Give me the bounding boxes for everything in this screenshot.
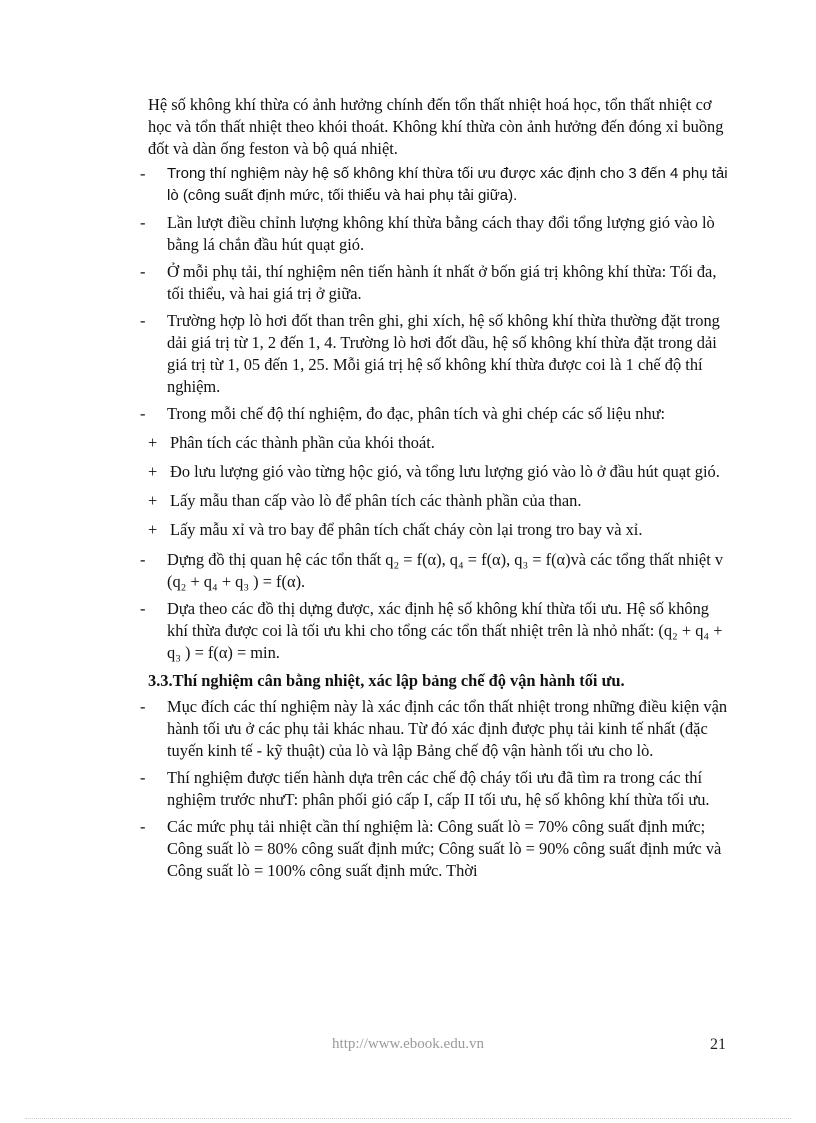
list-item-text: Lần lượt điều chỉnh lượng không khí thừa bằng cách thay đổi tổng lượng gió vào lò bằng lá chắn đầu hút quạt gió. — [167, 213, 715, 254]
plus-marker: + — [148, 491, 158, 510]
plus-marker: + — [148, 520, 158, 539]
list-item-text: Ở mỗi phụ tải, thí nghiệm nên tiến hành ít nhất ở bốn giá trị không khí thừa: Tối đa, tối thiểu, và hai giá trị ở giữa. — [167, 262, 717, 303]
list-item — [140, 598, 732, 664]
plus-list — [140, 432, 732, 541]
bullet-list-1 — [140, 163, 732, 425]
list-item — [140, 212, 732, 256]
bullet-list-3 — [140, 696, 732, 882]
list-item-text: Đo lưu lượng gió vào từng hộc gió, và tổng lưu lượng gió vào lò ở đầu hút quạt gió. — [170, 462, 720, 481]
list-item-text: Dựng đồ thị quan hệ các tổn thất q₂ = f(α), q₄ = f(α), q₃ = f(α)và các tổng thất nhiệt v (q₂ + q₄ + q₃ ) = f(α). — [167, 550, 724, 591]
list-item — [140, 519, 732, 541]
list-item-text: Phân tích các thành phần của khói thoát. — [170, 433, 435, 452]
list-item-text: Lấy mẫu xỉ và tro bay để phân tích chất cháy còn lại trong tro bay và xỉ. — [170, 520, 643, 539]
list-item-text: Thí nghiệm được tiến hành dựa trên các chế độ cháy tối ưu đã tìm ra trong các thí nghiệm trước nhưT: phân phối gió cấp I, cấp II tối ưu, hệ số không khí thừa tối ưu. — [167, 768, 710, 809]
section-heading: 3.3.Thí nghiệm cân bằng nhiệt, xác lập bảng chế độ vận hành tối ưu. — [148, 671, 625, 690]
list-item-text: Dựa theo các đồ thị dựng được, xác định hệ số không khí thừa tối ưu. Hệ số không khí thừa được coi là tối ưu khi cho tổng các tổn thất nhiệt trên là nhỏ nhất: (q₂ + q₄ + q₃ ) = f(α) = min. — [167, 599, 723, 662]
list-item — [140, 767, 732, 811]
list-item-text: Các mức phụ tải nhiệt cần thí nghiệm là: Công suất lò = 70% công suất định mức; Công suất lò = 80% công suất định mức; Công suất lò = 90% công suất định mức và Công suất lò = 100% công suất định mức. Thời — [167, 817, 722, 880]
list-item — [140, 461, 732, 483]
list-item — [140, 432, 732, 454]
list-item-text: Trường hợp lò hơi đốt than trên ghi, ghi xích, hệ số không khí thừa thường đặt trong dải giá trị từ 1, 2 đến 1, 4. Trường lò hơi đốt dầu, hệ số không khí thừa đặt trong dải giá trị từ 1, 05 đến 1, 25. Mỗi giá trị hệ số không khí thừa được coi là 1 chế độ thí nghiệm. — [167, 311, 720, 396]
intro-paragraph: Hệ số không khí thừa có ảnh hưởng chính đến tổn thất nhiệt hoá học, tổn thất nhiệt cơ học và tổn thất nhiệt theo khói thoát. Không khí thừa còn ảnh hưởng đến đóng xỉ buồng đốt và dàn ống feston và bộ quá nhiệt. — [148, 95, 724, 158]
list-item — [140, 163, 732, 207]
list-item — [140, 261, 732, 305]
page-body — [140, 94, 732, 882]
list-item — [140, 696, 732, 762]
bullet-marker: - — [140, 697, 146, 716]
bullet-marker: - — [140, 262, 146, 281]
list-item — [140, 403, 732, 425]
page-number: 21 — [710, 1036, 726, 1053]
list-item-text: Mục đích các thí nghiệm này là xác định các tổn thất nhiệt trong những điều kiện vận hành tối ưu ở các phụ tải khác nhau. Từ đó xác định được phụ tải kinh tế nhất (đặc tuyến kinh tế - kỹ thuật) của lò và lập Bảng chế độ vận hành tối ưu cho lò. — [167, 697, 728, 760]
plus-marker: + — [148, 433, 158, 452]
bullet-marker: - — [140, 213, 146, 232]
list-item-text: Lấy mẫu than cấp vào lò để phân tích các thành phần của than. — [170, 491, 582, 510]
bullet-marker: - — [140, 550, 146, 569]
list-item-text: Trong mỗi chế độ thí nghiệm, đo đạc, phân tích và ghi chép các số liệu như: — [167, 404, 666, 423]
list-item-text: Trong thí nghiệm này hệ số không khí thừa tối ưu được xác định cho 3 đến 4 phụ tải lò (công suất định mức, tối thiểu và hai phụ tải giữa). — [167, 165, 728, 204]
page-edge-divider — [25, 1118, 791, 1119]
bullet-marker: - — [140, 817, 146, 836]
bullet-marker: - — [140, 164, 146, 183]
plus-marker: + — [148, 462, 158, 481]
footer-url[interactable]: http://www.ebook.edu.vn — [332, 1036, 484, 1052]
list-item — [140, 490, 732, 512]
bullet-marker: - — [140, 404, 146, 423]
bullet-list-2 — [140, 549, 732, 664]
bullet-marker: - — [140, 311, 146, 330]
list-item — [140, 816, 732, 882]
list-item — [140, 310, 732, 398]
bullet-marker: - — [140, 599, 146, 618]
bullet-marker: - — [140, 768, 146, 787]
list-item — [140, 549, 732, 593]
